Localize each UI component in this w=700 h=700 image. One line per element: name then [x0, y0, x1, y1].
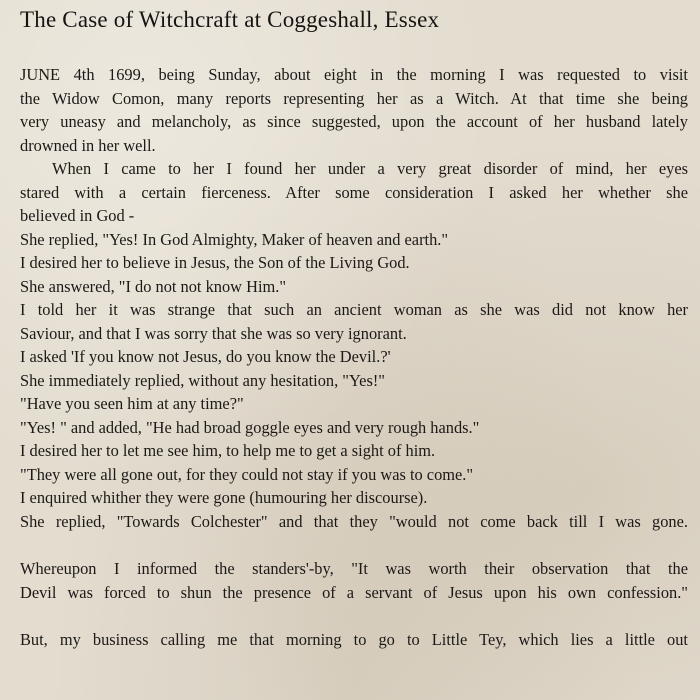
- dialogue-line-9: "Yes! " and added, "He had broad goggle eyes and very rough hands.": [20, 417, 480, 437]
- dialogue-line-7: She immediately replied, without any hesitation, "Yes!": [20, 370, 385, 390]
- dialogue-line-10: I desired her to let me see him, to help me to get a sight of him.: [20, 441, 436, 460]
- dialogue-line-6: I asked 'If you know not Jesus, do you know the Devil.?': [20, 347, 391, 366]
- paragraph-1-line-3: very uneasy and melancholy, as since suggested, upon the account of her husband lately: [20, 112, 688, 131]
- paragraph-spacer: [20, 533, 688, 557]
- paragraph-3-line-1: Whereupon I informed the standers'-by, "It was worth their observation that the: [20, 559, 688, 578]
- paragraph-1-line-2: the Widow Comon, many reports representing her as a Witch. At that time she being: [20, 88, 688, 108]
- paragraph-1-line-1: JUNE 4th 1699, being Sunday, about eight in the morning I was requested to visit: [20, 65, 688, 84]
- dialogue-line-1: She replied, "Yes! In God Almighty, Maker of heaven and earth.": [20, 229, 449, 249]
- paragraph-2-line-2: stared with a certain fierceness. After some consideration I asked her whether she: [20, 182, 688, 202]
- paragraph-2-line-1: When I came to her I found her under a very great disorder of mind, her eyes: [52, 159, 688, 178]
- dialogue-line-12: I enquired whither they were gone (humouring her discourse).: [20, 488, 428, 507]
- dialogue-line-13: She replied, "Towards Colchester" and that they "would not come back till I was gone.: [20, 511, 688, 531]
- dialogue-line-11: "They were all gone out, for they could not stay if you was to come.": [20, 464, 474, 484]
- document-title: The Case of Witchcraft at Coggeshall, Essex: [20, 7, 440, 32]
- dialogue-line-3: She answered, "I do not not know Him.": [20, 276, 287, 296]
- paragraph-1-line-4: drowned in her well.: [20, 135, 156, 155]
- paragraph-3-line-2: Devil was forced to shun the presence of a servant of Jesus upon his own confession.": [20, 582, 688, 602]
- dialogue-line-5: Saviour, and that I was sorry that she was so very ignorant.: [20, 323, 407, 343]
- dialogue-line-2: I desired her to believe in Jesus, the Son of the Living God.: [20, 253, 410, 272]
- dialogue-line-8: "Have you seen him at any time?": [20, 394, 244, 413]
- document-body: [20, 63, 688, 652]
- paragraph-4-line-1: But, my business calling me that morning to go to Little Tey, which lies a little out: [20, 630, 688, 649]
- paragraph-2-line-3: believed in God -: [20, 206, 135, 225]
- paragraph-spacer: [20, 604, 688, 628]
- dialogue-line-4: I told her it was strange that such an ancient woman as she was did not know her: [20, 300, 688, 319]
